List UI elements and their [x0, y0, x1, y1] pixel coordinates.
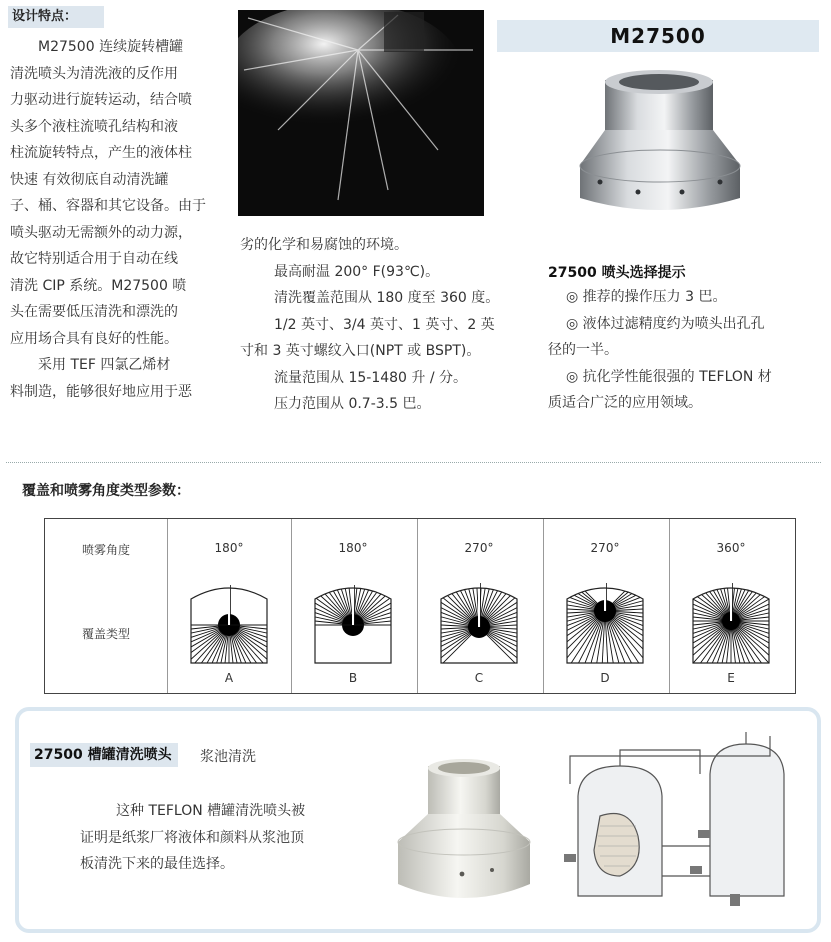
text-line: 子、桶、容器和其它设备。由于	[10, 198, 206, 214]
coverage-diagram-e	[691, 577, 771, 665]
row-label-spray-angle: 喷雾角度	[81, 543, 130, 557]
coverage-type-label: A	[224, 671, 234, 685]
text-line: 喷头驱动无需额外的动力源，	[10, 224, 192, 241]
teflon-nozzle-image	[392, 756, 536, 916]
coverage-type-label: D	[600, 671, 610, 685]
text-line: 这种 TEFLON 槽罐清洗喷头被	[116, 803, 306, 819]
text-line: 压力范围从 0.7-3.5 巴。	[274, 396, 431, 412]
tip-line: ◎ 推荐的操作压力 3 巴。	[566, 289, 727, 305]
coverage-type-label: E	[727, 671, 735, 685]
tip-line: ◎ 抗化学性能很强的 TEFLON 材	[566, 368, 772, 385]
metal-nozzle-image	[570, 70, 750, 228]
coverage-section-title: 覆盖和喷雾角度类型参数：	[22, 483, 190, 499]
section-divider	[6, 462, 821, 463]
coverage-diagram-a	[189, 577, 269, 665]
model-banner: M27500	[497, 20, 819, 52]
text-line: 最高耐温 200° F(93℃)。	[274, 263, 440, 280]
text-line: 柱流旋转特点，产生的液体柱	[10, 145, 192, 161]
design-description-column-2	[240, 232, 520, 418]
text-line: 清洗喷头为清洗液的反作用	[10, 65, 178, 82]
coverage-diagram-b	[313, 577, 393, 665]
coverage-table	[44, 518, 796, 694]
design-description-column-1	[10, 34, 224, 405]
tip-line: ◎ 液体过滤精度约为喷头出孔孔	[566, 315, 765, 332]
text-line: 清洗覆盖范围从 180 度至 360 度。	[274, 290, 500, 306]
text-line: 板清洗下来的最佳选择。	[80, 856, 234, 872]
text-line: 料制造，能够很好地应用于恶	[10, 383, 192, 400]
tank-nozzle-description	[80, 798, 370, 878]
spray-photo	[238, 10, 484, 216]
text-line: M27500 连续旋转槽罐	[38, 39, 184, 55]
text-line: 采用 TEF 四氯乙烯材	[38, 357, 171, 373]
spray-angle-cell: 180°	[214, 541, 244, 555]
coverage-type-label: B	[348, 671, 358, 685]
text-line: 流量范围从 15-1480 升 / 分。	[274, 369, 468, 386]
selection-tips-title: 27500 喷头选择提示	[548, 265, 686, 281]
text-line: 应用场合具有良好的性能。	[10, 330, 178, 347]
tip-line: 径的一半。	[548, 342, 618, 358]
text-line: 头多个液柱流喷孔结构和液	[10, 118, 178, 135]
coverage-diagram-c	[439, 577, 519, 665]
selection-tips-list	[548, 284, 824, 417]
text-line: 力驱动进行旋转运动，结合喷	[10, 92, 192, 108]
row-label-coverage-type: 覆盖类型	[81, 627, 130, 641]
text-line: 证明是纸浆厂将液体和颜料从浆池顶	[80, 829, 304, 846]
coverage-type-label: C	[474, 671, 484, 685]
text-line: 劣的化学和易腐蚀的环境。	[240, 237, 408, 253]
section-title-design-features: 设计特点：	[8, 6, 104, 28]
tip-line: 质适合广泛的应用领域。	[548, 395, 702, 411]
text-line: 清洗 CIP 系统。M27500 喷	[10, 277, 187, 294]
text-line: 1/2 英寸、3/4 英寸、1 英寸、2 英	[274, 316, 495, 333]
text-line: 寸和 3 英寸螺纹入口(NPT 或 BSPT)。	[240, 343, 481, 359]
text-line: 故它特别适合用于自动在线	[10, 251, 178, 267]
tank-schematic-diagram	[560, 726, 804, 914]
text-line: 头在需要低压清洗和漂洗的	[10, 304, 178, 320]
tank-nozzle-subtitle: 浆池清洗	[200, 749, 256, 765]
coverage-diagram-d	[565, 577, 645, 665]
text-line: 快速 有效彻底自动清洗罐	[10, 171, 169, 188]
spray-angle-cell: 360°	[716, 541, 746, 555]
spray-angle-cell: 270°	[590, 541, 620, 555]
spray-angle-cell: 180°	[338, 541, 368, 555]
tank-nozzle-title: 27500 槽罐清洗喷头	[30, 743, 178, 767]
spray-angle-cell: 270°	[464, 541, 494, 555]
